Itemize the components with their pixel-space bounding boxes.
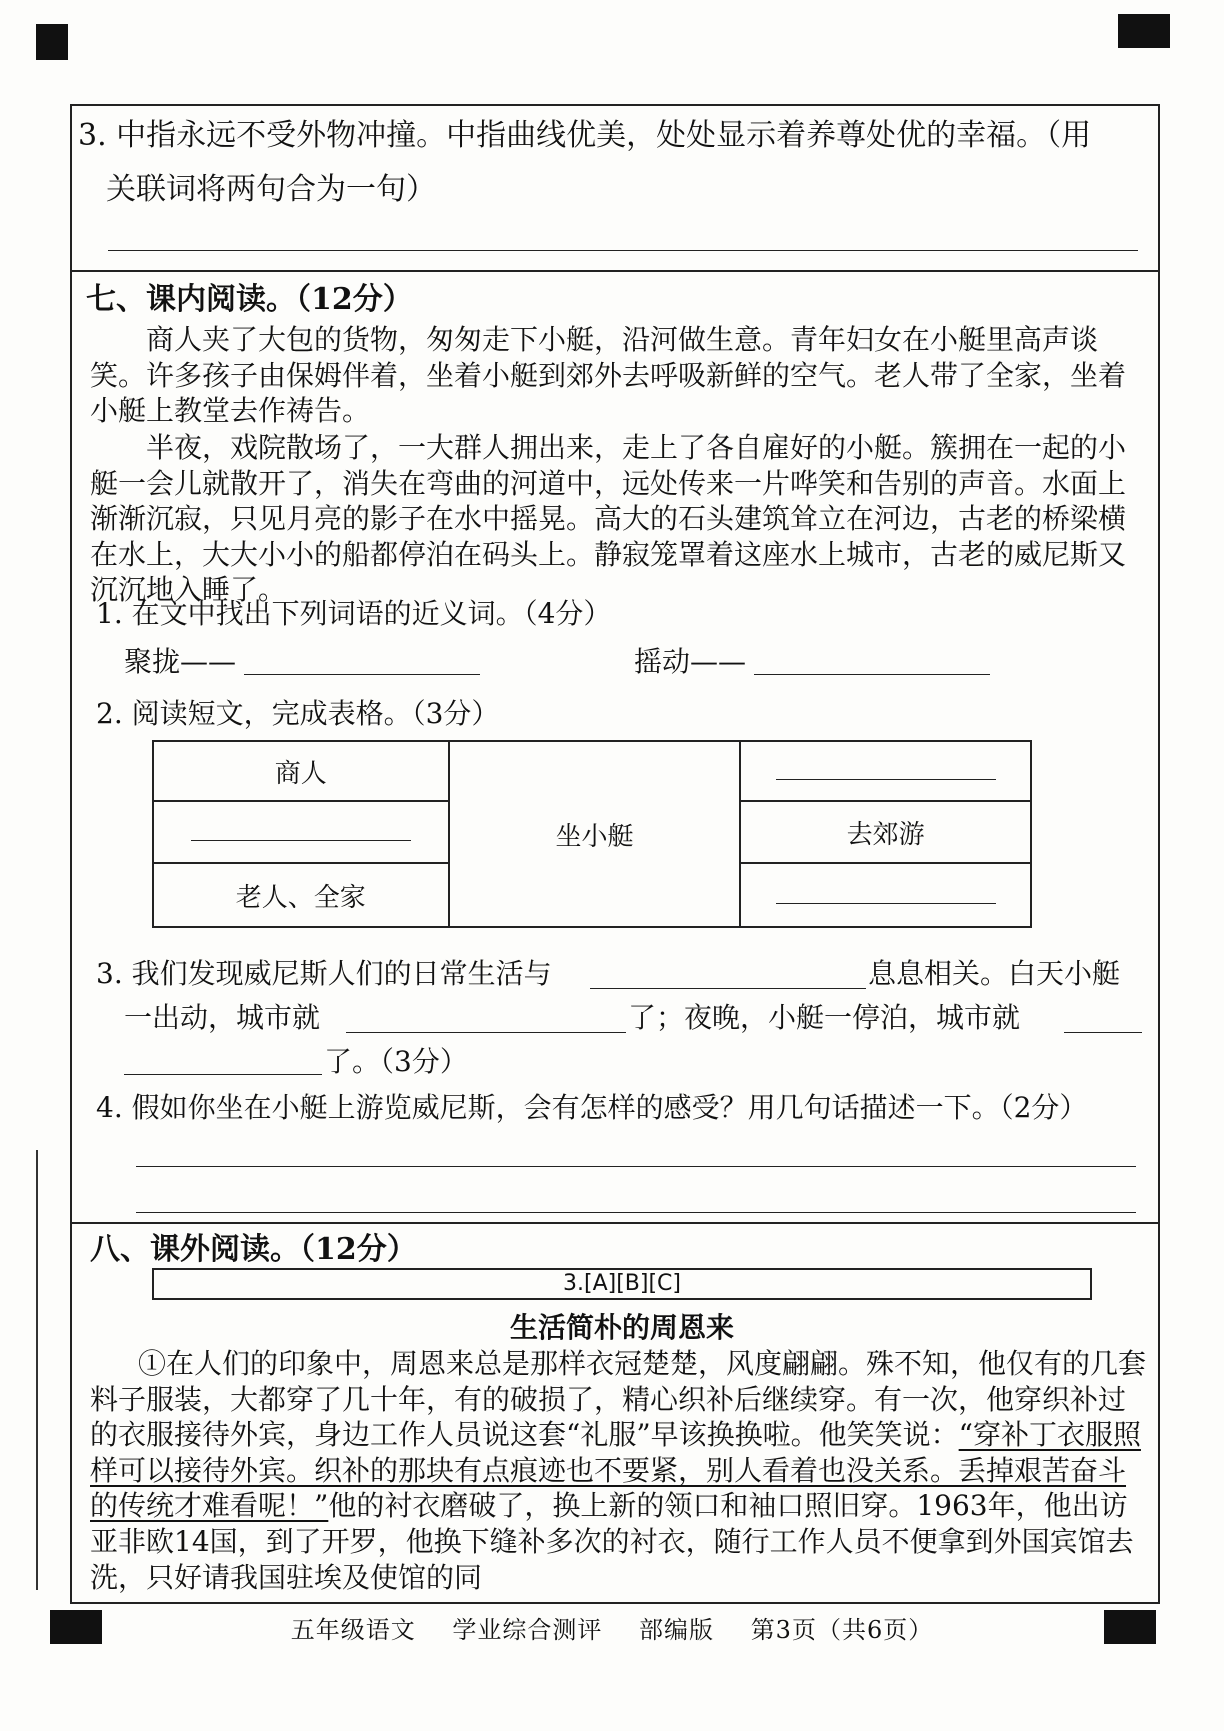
q3-blank2[interactable] [346, 1032, 626, 1033]
q4-answer-line1[interactable] [136, 1166, 1136, 1167]
section7-q2: 2. 阅读短文，完成表格。（3分） [96, 697, 500, 730]
section7-paragraph1 [90, 322, 1150, 429]
article-paragraph1 [90, 1346, 1150, 1595]
article-p1-rest: 他的衬衣磨破了，换上新的领口和袖口照旧穿。1963年，他出访亚非欧14国，到了开罗，他换下缝补多次的衬衣，随行工作人员不便拿到外国宾馆去洗，只好请我国驻埃及使馆的同 [90, 1489, 1134, 1594]
footer-grade: 五年级语文 [290, 1616, 416, 1644]
q1-word1-blank[interactable] [244, 674, 480, 675]
q6-3-line1: 3. 中指永远不受外物冲撞。中指曲线优美，处处显示着养尊处优的幸福。（用 [78, 118, 1092, 153]
registration-mark-top-right [1118, 14, 1170, 48]
footer-test: 学业综合测评 [452, 1616, 603, 1644]
table-cell-right1[interactable] [740, 741, 1031, 801]
q1-word2-blank[interactable] [754, 674, 990, 675]
q3-part-c: 一出动，城市就 [124, 1001, 321, 1034]
table-cell-merchant: 商人 [153, 741, 449, 801]
table-cell-boat: 坐小艇 [449, 741, 741, 927]
q6-3-line2: 关联词将两句合为一句） [106, 172, 436, 207]
table-cell-elder: 老人、全家 [153, 863, 449, 927]
section7-q1: 1. 在文中找出下列词语的近义词。（4分） [96, 597, 612, 630]
q6-3-answer-line[interactable] [108, 250, 1138, 251]
q4-answer-line2[interactable] [136, 1212, 1136, 1213]
q1-word2: 摇动—— [634, 645, 747, 678]
reading-table [152, 740, 1032, 928]
q3-part-b: 息息相关。白天小艇 [868, 957, 1121, 990]
answer-choice-box[interactable]: 3.[A][B][C] [152, 1268, 1092, 1300]
q3-blank3-cont[interactable] [124, 1074, 322, 1075]
section-divider-7 [70, 270, 1160, 272]
q3-part-e: 了。（3分） [324, 1045, 468, 1078]
table-cell-left2[interactable] [153, 801, 449, 863]
article-p1-text: ①在人们的印象中，周恩来总是那样衣冠楚楚，风度翩翩。殊不知，他仅有的几套料子服装，大都穿了几十年，有的破损了，精心织补后继续穿。有一次，他穿织补过的衣服接待外宾，身边工作人员说这套“礼服”早该换换啦。他笑笑说： [90, 1347, 1147, 1452]
section-divider-8 [70, 1222, 1160, 1224]
section7-q4: 4. 假如你坐在小艇上游览威尼斯，会有怎样的感受？用几句话描述一下。（2分） [96, 1091, 1088, 1124]
table-cell-right3[interactable] [740, 863, 1031, 927]
table-cell-outing: 去郊游 [740, 801, 1031, 863]
footer-edition: 部编版 [639, 1616, 715, 1644]
footer-page-number: 第3页（共6页） [750, 1616, 934, 1644]
article-title: 生活简朴的周恩来 [510, 1311, 735, 1344]
q1-word1: 聚拢—— [124, 645, 237, 678]
q3-part-a: 3. 我们发现威尼斯人们的日常生活与 [96, 957, 552, 990]
article-p1-underlined: “穿补丁衣服照样可以接待外宾。织补的那块有点痕迹也不要紧，别人看着也没关系。丢掉艰苦奋斗的传统才难看呢！” [90, 1418, 1141, 1523]
section8-heading: 八、课外阅读。（12分） [90, 1232, 417, 1267]
section7-paragraph2 [90, 430, 1150, 608]
page-footer [0, 1610, 1224, 1645]
section7-paragraph2-text: 半夜，戏院散场了，一大群人拥出来，走上了各自雇好的小艇。簇拥在一起的小艇一会儿就散开了，消失在弯曲的河道中，远处传来一片哗笑和告别的声音。水面上渐渐沉寂，只见月亮的影子在水中摇晃。高大的石头建筑耸立在河边，古老的桥梁横在水上，大大小小的船都停泊在码头上。静寂笼罩着这座水上城市，古老的威尼斯又沉沉地入睡了。 [90, 431, 1127, 607]
registration-mark-top-left [36, 24, 68, 60]
section7-paragraph1-text: 商人夹了大包的货物，匆匆走下小艇，沿河做生意。青年妇女在小艇里高声谈笑。许多孩子由保姆伴着，坐着小艇到郊外去呼吸新鲜的空气。老人带了全家，坐着小艇上教堂去作祷告。 [90, 323, 1127, 428]
section7-heading: 七、课内阅读。（12分） [86, 282, 413, 317]
q3-blank1[interactable] [590, 988, 866, 989]
q3-part-d: 了；夜晚，小艇一停泊，城市就 [628, 1001, 1021, 1034]
margin-rule [36, 1150, 38, 1590]
q3-blank3[interactable] [1064, 1032, 1142, 1033]
